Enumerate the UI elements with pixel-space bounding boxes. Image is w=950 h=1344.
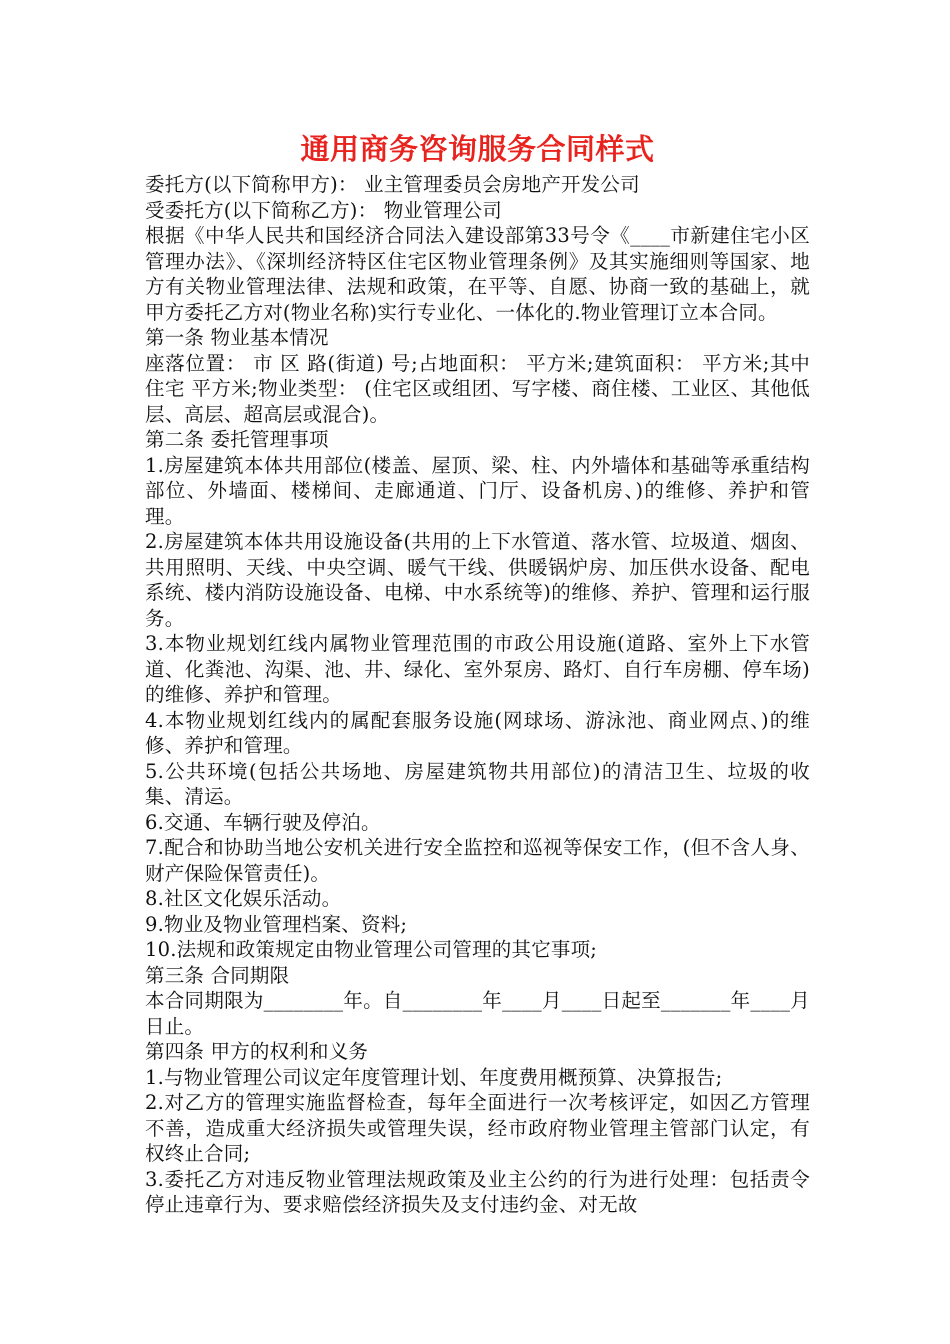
list-item: 10.法规和政策规定由物业管理公司管理的其它事项; (145, 938, 598, 961)
list-item: 1.与物业管理公司议定年度管理计划、年度费用概预算、决算报告; (145, 1065, 723, 1089)
list-item: 9.物业及物业管理档案、资料; (145, 912, 408, 936)
list-item: 3.委托乙方对违反物业管理法规政策及业主公约的行为进行处理：包括责令停止违章行为、要求赔偿经济损失及支付违约金、对无故 (145, 1167, 810, 1216)
paragraph-property-info: 座落位置： 市 区 路(街道) 号;占地面积： 平方米;建筑面积： 平方米;其中住宅 平方米;物业类型： (住宅区或组团、写字楼、商住楼、工业区、其他低层、高层、超高层或混合)。 (145, 351, 810, 426)
article-heading-3: 第三条 合同期限 (145, 963, 290, 987)
article-heading-1: 第一条 物业基本情况 (145, 326, 329, 349)
paragraph-party-a: 委托方(以下简称甲方)： 业主管理委员会房地产开发公司 (145, 173, 640, 196)
document-body (145, 172, 810, 1218)
list-item: 3.本物业规划红线内属物业管理范围的市政公用设施(道路、室外上下水管道、化粪池、沟渠、池、井、绿化、室外泵房、路灯、自行车房棚、停车场)的维修、养护和管理。 (145, 632, 810, 706)
list-item: 8.社区文化娱乐活动。 (145, 887, 342, 910)
paragraph-contract-term: 本合同期限为________年。自________年____月____日起至_______年____月日止。 (145, 989, 810, 1038)
list-item: 4.本物业规划红线内的属配套服务设施(网球场、游泳池、商业网点、)的维修、养护和管理。 (145, 708, 810, 757)
list-item: 2.房屋建筑本体共用设施设备(共用的上下水管道、落水管、垃圾道、烟囱、共用照明、天线、中央空调、暖气干线、供暖锅炉房、加压供水设备、配电系统、楼内消防设施设备、电梯、中水系统等)的维修、养护、管理和运行服务。 (145, 530, 810, 630)
paragraph-party-b: 受委托方(以下简称乙方)： 物业管理公司 (145, 198, 502, 222)
list-item: 6.交通、车辆行驶及停泊。 (145, 810, 381, 834)
article-heading-2: 第二条 委托管理事项 (145, 428, 329, 451)
paragraph-preamble: 根据《中华人民共和国经济合同法入建设部第33号令《____市新建住宅小区管理办法》、《深圳经济特区住宅区物业管理条例》及其实施细则等国家、地方有关物业管理法律、法规和政策，在平等、自愿、协商一致的基础上，就甲方委托乙方对(物业名称)实行专业化、一体化的.物业管理订立本合同。 (145, 224, 810, 324)
list-item: 1.房屋建筑本体共用部位(楼盖、屋顶、梁、柱、内外墙体和基础等承重结构部位、外墙面、楼梯间、走廊通道、门厅、设备机房、)的维修、养护和管理。 (145, 453, 810, 528)
document-page (145, 128, 810, 1218)
article-heading-4: 第四条 甲方的权利和义务 (145, 1040, 369, 1063)
list-item: 7.配合和协助当地公安机关进行安全监控和巡视等保安工作，(但不含人身、财产保险保管责任)。 (145, 836, 810, 885)
list-item: 2.对乙方的管理实施监督检查，每年全面进行一次考核评定，如因乙方管理不善，造成重大经济损失或管理失误，经市政府物业管理主管部门认定，有权终止合同; (145, 1091, 810, 1165)
list-item: 5.公共环境(包括公共场地、房屋建筑物共用部位)的清洁卫生、垃圾的收集、清运。 (145, 759, 810, 808)
document-title: 通用商务咨询服务合同样式 (300, 132, 655, 166)
